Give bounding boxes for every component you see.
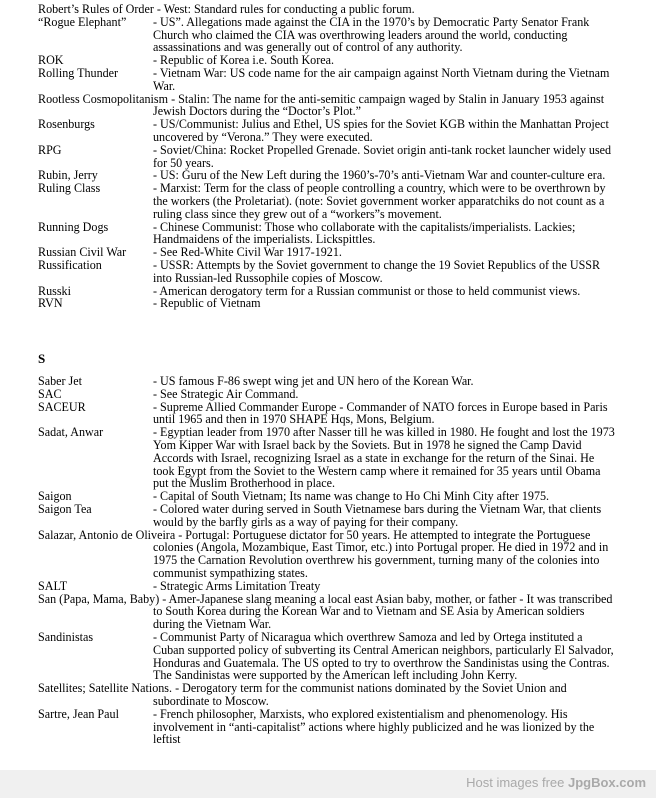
glossary-entry	[0, 631, 656, 682]
glossary-term: RVN	[38, 296, 63, 311]
glossary-section-s	[0, 375, 656, 746]
glossary-section-r	[0, 3, 656, 310]
glossary-entry	[0, 221, 656, 247]
glossary-definition: - Colored water during served in South Vietnamese bars during the Vietnam War, that clients would by the barfly girls as a way of paying for their company.	[153, 501, 602, 529]
glossary-term: San (Papa, Mama, Baby)	[38, 591, 160, 606]
glossary-definition: - West: Standard rules for conducting a public forum.	[156, 2, 415, 16]
glossary-definition: - US”. Allegations made against the CIA in the 1970’s by Democratic Party Senator Frank Church who claimed the CIA was overthrowing leaders around the world, conducting assassinations and was generally out of control of any authority.	[153, 14, 590, 55]
image-host-footer	[0, 770, 656, 798]
glossary-entry	[0, 529, 615, 580]
glossary-term: Russki	[38, 283, 71, 298]
glossary-definition: - Communist Party of Nicaragua which overthrew Samoza and led by Ortega instituted a Cuban supported policy of subverting its Central American neighbors, particularly El Salvador, Honduras and Guatemala. The US opted to try to overthrow the Sandinistas using the Contras. The Sandinistas were supported by the American left including John Kerry.	[153, 629, 614, 683]
glossary-term: Sartre, Jean Paul	[38, 706, 119, 721]
glossary-definition: - Derogatory term for the communist nations dominated by the Soviet Union and subordinate to Moscow.	[153, 681, 567, 708]
glossary-definition: - US: Guru of the New Left during the 1960’s-70’s anti-Vietnam War and counter-culture era.	[153, 168, 606, 183]
glossary-definition: - Stalin: The name for the anti-semitic campaign waged by Stalin in January 1953 against Jewish Doctors during the “Doctor’s Plot.”	[153, 91, 605, 119]
glossary-definition: - Chinese Communist: Those who collaborate with the capitalists/imperialists. Lackies; Handmaidens of the imperialists. Lickspittles.	[153, 219, 576, 247]
glossary-definition: - Republic of Vietnam	[153, 296, 261, 311]
glossary-entry	[0, 93, 615, 119]
glossary-term: ROK	[38, 53, 64, 68]
glossary-entry	[0, 708, 656, 746]
glossary-entry	[0, 285, 656, 298]
glossary-definition: - See Strategic Air Command.	[153, 386, 299, 401]
glossary-definition: - Portugal: Portuguese dictator for 50 years. He attempted to integrate the Portuguese colonies (Angola, Mozambique, East Timor, etc.) into Portugal proper. He died in 1972 and in 1975 the Carnation Revolution overthrew his government, turning many of the colonies into communist sympathizing states.	[153, 527, 609, 580]
glossary-term: Saigon Tea	[38, 501, 92, 516]
glossary-term: Russification	[38, 257, 102, 272]
glossary-definition: - Egyptian leader from 1970 after Nasser till he was killed in 1980. He fought and lost the 1973 Yom Kipper War with Israel back by the Soviets. But in 1978 he signed the Camp David Accords with Israel, recognizing Israel as a state in exchange for the return of the Sinai. He took Egypt from the Soviet to the Western camp where it remained for 35 years until Obama put the Muslim Brotherhood in place.	[153, 425, 615, 491]
glossary-entry	[0, 259, 656, 285]
glossary-term: Russian Civil War	[38, 245, 127, 260]
glossary-term: Running Dogs	[38, 219, 109, 234]
glossary-definition: - Capital of South Vietnam; Its name was change to Ho Chi Minh City after 1975.	[153, 489, 550, 504]
glossary-definition: - American derogatory term for a Russian communist or those to held communist views.	[153, 283, 581, 298]
glossary-definition: - See Red-White Civil War 1917-1921.	[153, 245, 342, 260]
glossary-term: SALT	[38, 578, 68, 593]
glossary-entry	[0, 182, 656, 220]
footer-prefix: Host images free	[466, 775, 568, 790]
glossary-term: SAC	[38, 386, 62, 401]
glossary-definition: - US famous F-86 swept wing jet and UN hero of the Korean War.	[153, 374, 474, 388]
glossary-term: Saber Jet	[38, 374, 82, 388]
section-heading: S	[38, 351, 46, 366]
glossary-term: Saigon	[38, 489, 72, 504]
glossary-definition: - Marxist: Term for the class of people controlling a country, which were to be overthrown by the workers (the Proletariat). (note: Soviet government worker apparatchiks do not count as a ruling class since they grew out of a “workers”s movement.	[153, 181, 606, 221]
glossary-term: Robert’s Rules of Order	[38, 2, 154, 16]
glossary-definition: - French philosopher, Marxists, who explored existentialism and phenomenology. His involvement in “anti-capitalist” actions where highly publicized and he was lionized by the leftist	[153, 706, 595, 747]
glossary-entry	[0, 16, 656, 54]
glossary-line	[38, 3, 615, 16]
glossary-entry	[0, 401, 656, 427]
glossary-term: “Rogue Elephant”	[38, 14, 127, 29]
glossary-term: RPG	[38, 142, 62, 157]
glossary-term: Sadat, Anwar	[38, 425, 104, 440]
image-host-watermark[interactable]	[466, 775, 646, 790]
glossary-entry	[0, 503, 656, 529]
glossary-entry	[0, 3, 615, 16]
glossary-entry	[0, 118, 656, 144]
glossary-definition: - Republic of Korea i.e. South Korea.	[153, 53, 335, 68]
glossary-term: Satellites; Satellite Nations.	[38, 681, 173, 696]
glossary-term: Sandinistas	[38, 629, 94, 644]
glossary-entry	[0, 144, 656, 170]
glossary-definition: - Soviet/China: Rocket Propelled Grenade. Soviet origin anti-tank rocket launcher widely used for 50 years.	[153, 142, 612, 170]
glossary-definition: - Strategic Arms Limitation Treaty	[153, 578, 321, 593]
glossary-entry	[0, 682, 615, 708]
glossary-line	[38, 93, 615, 119]
footer-brand: JpgBox.com	[567, 775, 646, 790]
glossary-definition: - USSR: Attempts by the Soviet government to change the 19 Soviet Republics of the USSR into Russian-led Russophile copies of Moscow.	[153, 257, 601, 285]
glossary-term: Rootless Cosmopolitanism	[38, 91, 169, 106]
glossary-definition: - Amer-Japanese slang meaning a local east Asian baby, mother, or father - It was transcribed to South Korea during the Korean War and to Vietnam and SE Asia by American soldiers during the Vietnam War.	[153, 591, 613, 632]
glossary-entry	[0, 297, 656, 310]
glossary-entry	[0, 67, 656, 93]
glossary-term: Ruling Class	[38, 181, 101, 196]
glossary-line	[38, 529, 615, 580]
glossary-term: Rosenburgs	[38, 117, 95, 132]
glossary-entry	[0, 388, 656, 401]
glossary-definition: - Supreme Allied Commander Europe - Commander of NATO forces in Europe based in Paris until 1965 and then in 1970 SHAPE Hqs, Mons, Belgium.	[153, 399, 608, 427]
glossary-term: Rolling Thunder	[38, 65, 119, 80]
glossary-term: SACEUR	[38, 399, 86, 414]
glossary-entry	[0, 426, 656, 490]
glossary-term: Salazar, Antonio de Oliveira	[38, 527, 176, 542]
glossary-entry	[0, 593, 615, 631]
glossary-definition: - Vietnam War: US code name for the air campaign against North Vietnam during the Vietnam War.	[153, 65, 610, 93]
glossary-term: Rubin, Jerry	[38, 168, 98, 183]
glossary-entry	[0, 375, 656, 388]
glossary-definition: - US/Communist: Julius and Ethel, US spies for the Soviet KGB within the Manhattan Project uncovered by “Verona.” They were executed.	[153, 117, 609, 144]
glossary-line	[38, 682, 615, 708]
glossary-line	[38, 593, 615, 631]
